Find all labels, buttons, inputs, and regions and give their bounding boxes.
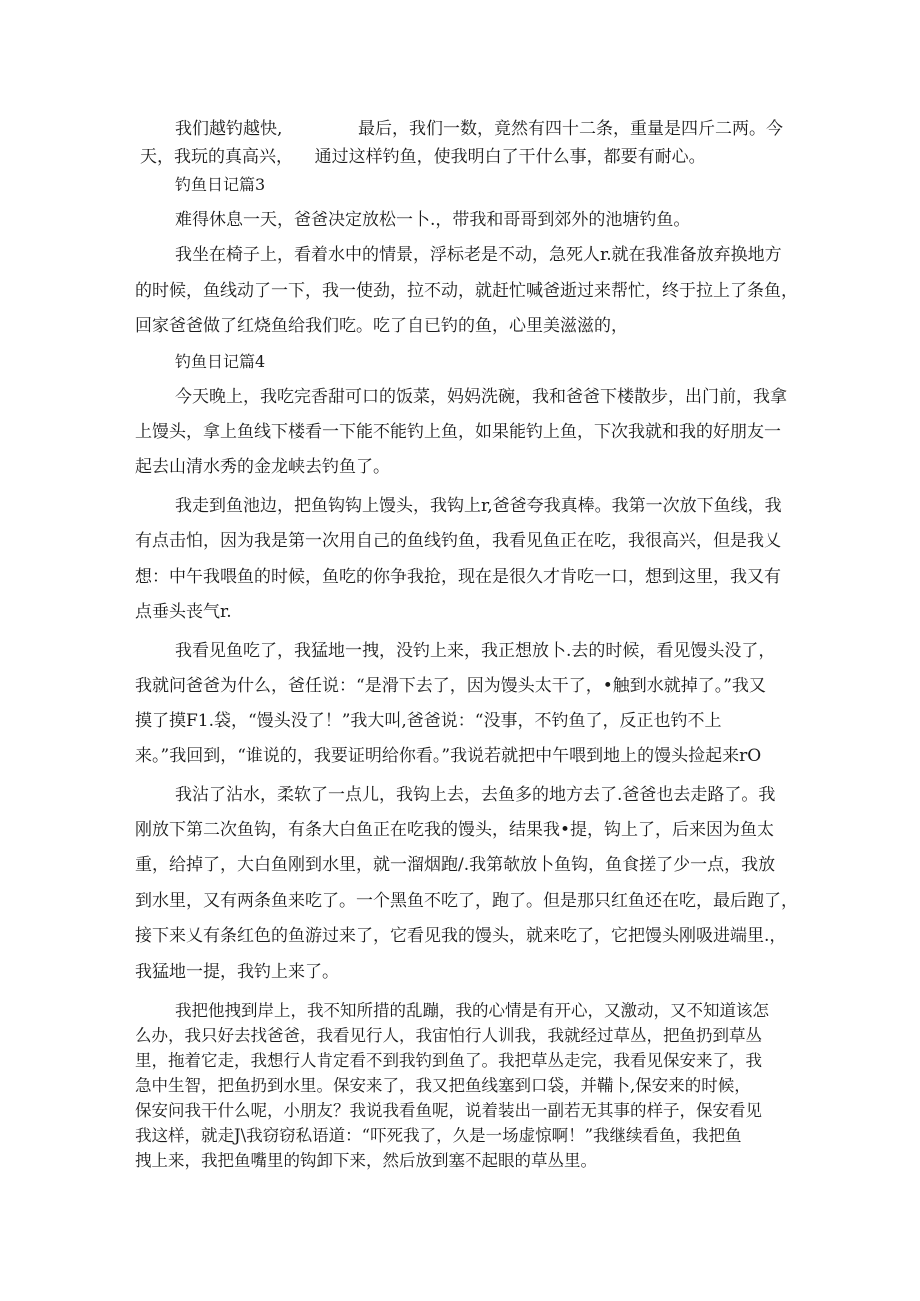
paragraph-line: 到水里，又有两条鱼来吃了。一个黑鱼不吃了，跑了。但是那只红鱼还在吃，最后跑了， bbox=[135, 891, 798, 911]
paragraph-line: 回家爸爸做了红烧鱼给我们吃。吃了自已钓的鱼，心里美滋滋的， bbox=[135, 316, 628, 336]
paragraph-line: 想：中午我喂鱼的时候，鱼吃的你争我抢，现在是很久才肯吃一口，想到这里，我又有 bbox=[135, 567, 781, 587]
paragraph-line: 起去山清水秀的金龙峡去钓鱼了。 bbox=[135, 457, 390, 477]
paragraph-line: 刚放下第二次鱼钩，有条大白鱼正在吃我的馒头，结果我•提，钩上了，后来因为鱼太 bbox=[135, 820, 775, 840]
paragraph-line: 我看见鱼吃了，我猛地一拽，没钓上来，我正想放卜.去的时候，看见馒头没了， bbox=[175, 641, 776, 661]
section-heading: 钓鱼日记篇3 bbox=[175, 175, 266, 194]
paragraph-line: 我就问爸爸为什么，爸任说：“是滑下去了，因为馒头太干了，•触到水就掉了。”我又 bbox=[135, 676, 766, 696]
paragraph-line: 我走到鱼池边，把鱼钩钩上馒头，我钩上r,爸爸夸我真棒。我第一次放下鱼线，我 bbox=[175, 496, 782, 516]
paragraph-line: 来。”我回到，“谁说的，我要证明给你看。”我说若就把中午喂到地上的馒头捡起来rO bbox=[135, 746, 762, 766]
paragraph-line: 急中生智，把鱼扔到水里。保安来了，我又把鱼线塞到口袋，并鞴卜,保安来的时候， bbox=[135, 1076, 751, 1095]
paragraph-line: 我坐在椅子上，看着水中的情景，浮标老是不动，急死人r.就在我准备放弃换地方 bbox=[175, 245, 782, 265]
paragraph-line: 有点击怕，因为我是第一次用自己的鱼线钓鱼，我看见鱼正在吃，我很高兴，但是我乂 bbox=[135, 531, 781, 551]
paragraph-line: 难得休息一天，爸爸决定放松一卜.，带我和哥哥到郊外的池塘钓鱼。 bbox=[175, 210, 691, 230]
paragraph-line: 上馒头，拿上鱼线下楼看一下能不能钓上鱼，如果能钓上鱼，下次我就和我的好朋友一 bbox=[135, 422, 781, 442]
paragraph-line: 拽上来，我把鱼嘴里的钩卸下来，然后放到塞不起眼的草丛里。 bbox=[135, 1151, 597, 1170]
section-heading: 钓鱼日记篇4 bbox=[175, 352, 266, 371]
paragraph-line: 我沾了沾水，柔软了一点儿，我钩上去，去鱼多的地方去了.爸爸也去走路了。我 bbox=[175, 785, 776, 805]
paragraph-line: 摸了摸F1.袋，“馒头没了！”我大叫,爸爸说：“没事，不钓鱼了，反正也钓不上 bbox=[135, 711, 722, 731]
paragraph-line: 么办，我只好去找爸爸，我看见行人，我宙怕行人训我，我就经过草丛，把鱼扔到草丛 bbox=[135, 1026, 762, 1045]
paragraph-line: 今天晚上，我吃完香甜可口的饭菜，妈妈洗碗，我和爸爸下楼散步，出门前，我拿 bbox=[175, 387, 787, 407]
paragraph-line: 里，拖着它走，我想行人肯定看不到我钓到鱼了。我把草丛走完，我看见保安来了，我 bbox=[135, 1051, 762, 1070]
paragraph-line: 接下来乂有条红色的鱼游过来了，它看见我的馒头，就来吃了，它把馒头刚吸进端里.， bbox=[135, 926, 787, 946]
paragraph-line: 我们越钓越快, 最后，我们一数，竟然有四十二条，重量是四斤二两。今 bbox=[175, 119, 784, 139]
paragraph-line: 我把他拽到岸上，我不知所措的乱蹦，我的心情是有开心，又激动，又不知道该怎 bbox=[175, 1001, 769, 1020]
paragraph-line: 的时候，鱼线动了一下，我一使劲，拉不动，就赶忙喊爸逝过来帮忙，终于拉上了条鱼， bbox=[135, 281, 798, 301]
paragraph-line: 重，给掉了，大白鱼刚到水里，就一溜烟跑/.我第欹放卜鱼钩，鱼食搓了少一点，我放 bbox=[135, 855, 776, 875]
paragraph-line: 我这样，就走J\我窃窃私语道：“吓死我了，久是一场虚惊啊！”我继续看鱼，我把鱼 bbox=[135, 1126, 742, 1145]
paragraph-line: 保安问我干什么呢，小朋友？我说我看鱼呢，说着装出一副若无其事的样子，保安看见 bbox=[135, 1101, 762, 1120]
paragraph-line: 我猛地一提，我钓上来了。 bbox=[135, 962, 339, 982]
paragraph-line: 点垂头丧气r. bbox=[135, 602, 232, 622]
paragraph-line: 天，我玩的真高兴， 通过这样钓鱼，使我明白了干什么事，都要有耐心。 bbox=[140, 147, 706, 167]
